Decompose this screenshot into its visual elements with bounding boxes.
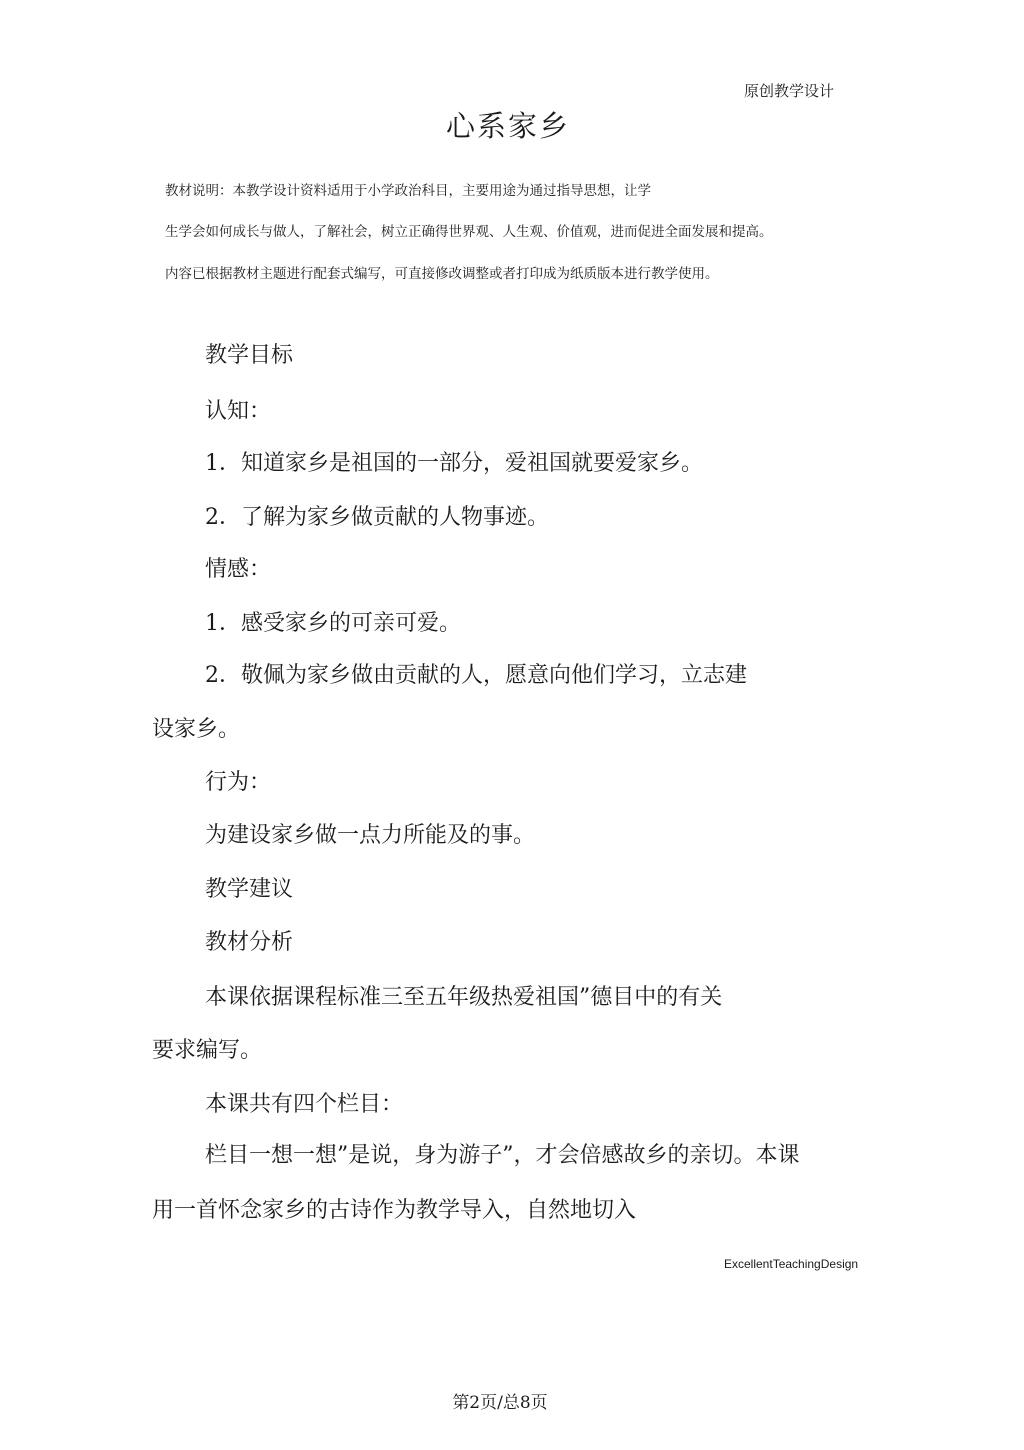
subheading: 认知： — [205, 399, 272, 424]
body-paragraph: 本课共有四个栏目： — [205, 1092, 404, 1117]
body-paragraph: 1．感受家乡的可亲可爱。 — [205, 611, 461, 636]
body-paragraph: 2．敬佩为家乡做由贡献的人，愿意向他们学习，立志建 — [205, 663, 747, 688]
subheading: 情感： — [205, 557, 272, 582]
body-paragraph: 1．知道家乡是祖国的一部分，爱祖国就要爱家乡。 — [205, 451, 703, 476]
document-title: 心系家乡 — [445, 109, 570, 143]
intro-line: 内容已根据教材主题进行配套式编写，可直接修改调整或者打印成为纸质版本进行教学使用。 — [165, 266, 719, 282]
body-paragraph: 为建设家乡做一点力所能及的事。 — [205, 823, 536, 848]
subheading: 行为： — [205, 770, 272, 795]
body-paragraph: 本课依据课程标准三至五年级热爱祖国”德目中的有关 — [205, 985, 723, 1010]
body-paragraph: 要求编写。 — [152, 1038, 263, 1063]
intro-line: 教材说明：本教学设计资料适用于小学政治科目，主要用途为通过指导思想，让学 — [165, 183, 651, 199]
body-paragraph: 设家乡。 — [152, 717, 241, 742]
body-paragraph: 栏目一想一想”是说，身为游子”，才会倍感故乡的亲切。本课 — [205, 1143, 800, 1168]
section-heading: 教学建议 — [205, 877, 294, 902]
section-heading: 教材分析 — [205, 930, 294, 955]
header-label: 原创教学设计 — [744, 82, 835, 100]
body-paragraph: 用一首怀念家乡的古诗作为教学导入，自然地切入 — [152, 1198, 637, 1223]
page-indicator: 第2页/总8页 — [452, 1393, 548, 1413]
section-heading: 教学目标 — [205, 343, 294, 368]
footer-brand: ExcellentTeachingDesign — [724, 1257, 859, 1271]
body-paragraph: 2．了解为家乡做贡献的人物事迹。 — [205, 505, 549, 530]
intro-line: 生学会如何成长与做人，了解社会，树立正确得世界观、人生观、价值观，进而促进全面发展和提高。 — [165, 224, 773, 240]
